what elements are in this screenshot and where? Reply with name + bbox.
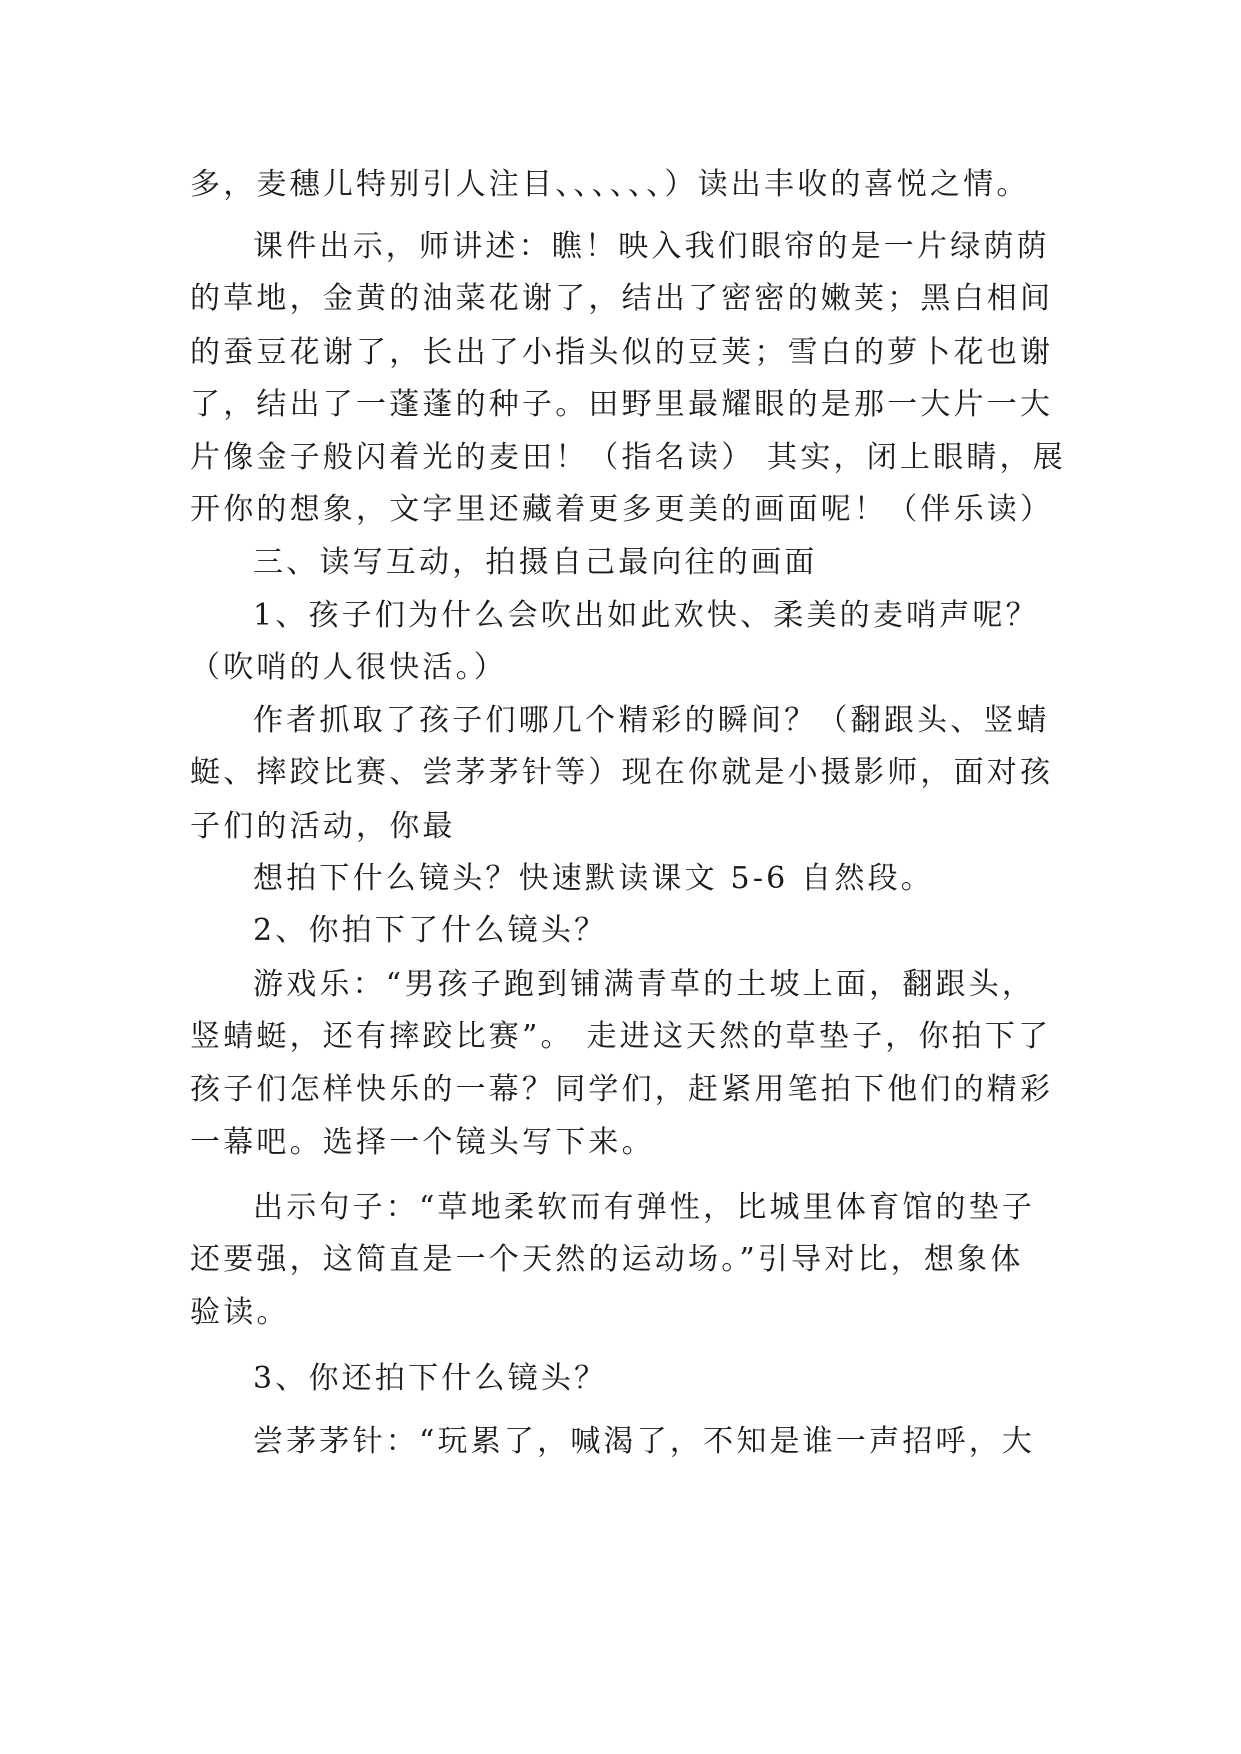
text-line: 2、你拍下了什么镜头？ [253, 913, 608, 948]
text-line: 了，结出了一蓬蓬的种子。田野里最耀眼的是那一大片一大 [190, 387, 1054, 422]
text-line: 孩子们怎样快乐的一幕？同学们，赶紧用笔拍下他们的精彩 [190, 1072, 1054, 1107]
text-line: 竖蜻蜓，还有摔跤比赛”。 走进这天然的草垫子，你拍下了 [190, 1019, 1052, 1054]
section-heading: 三、读写互动，拍摄自己最向往的画面 [253, 545, 818, 580]
text-line: 片像金子般闪着光的麦田！（指名读） 其实，闭上眼睛，展 [190, 440, 1066, 475]
text-line: 验读。 [190, 1295, 290, 1330]
text-line: 游戏乐：“男孩子跑到铺满青草的土坡上面，翻跟头， [253, 967, 1036, 1002]
text-line: 开你的想象，文字里还藏着更多更美的画面呢！（伴乐读） [190, 492, 1054, 527]
text-line: 想拍下什么镜头？快速默读课文 5-6 自然段。 [253, 861, 934, 896]
text-line: 1、孩子们为什么会吹出如此欢快、柔美的麦哨声呢？ [253, 598, 1039, 633]
text-line: 的蚕豆花谢了，长出了小指头似的豆荚；雪白的萝卜花也谢 [190, 335, 1054, 370]
text-line: 作者抓取了孩子们哪几个精彩的瞬间？（翻跟头、竖蜻 [253, 703, 1050, 738]
text-line: 3、你还拍下什么镜头？ [253, 1361, 608, 1396]
text-line: 尝茅茅针：“玩累了，喊渴了，不知是谁一声招呼，大 [253, 1424, 1036, 1459]
text-line: 蜓、摔跤比赛、尝茅茅针等）现在你就是小摄影师，面对孩 [190, 755, 1054, 790]
text-line: 子们的活动，你最 [190, 809, 456, 844]
text-line: 出示句子：“草地柔软而有弹性，比城里体育馆的垫子 [253, 1190, 1036, 1225]
text-line: 多，麦穗儿特别引人注目、、、、、、）读出丰收的喜悦之情。 [190, 167, 1030, 202]
text-line: （吹哨的人很快活。） [190, 650, 507, 685]
text-line: 课件出示，师讲述：瞧！映入我们眼帘的是一片绿荫荫 [253, 229, 1050, 264]
text-line: 的草地，金黄的油菜花谢了，结出了密密的嫩荚；黑白相间 [190, 281, 1054, 316]
text-line: 一幕吧。选择一个镜头写下来。 [190, 1125, 655, 1160]
text-line: 还要强，这简直是一个天然的运动场。”引导对比，想象体 [190, 1242, 1024, 1277]
